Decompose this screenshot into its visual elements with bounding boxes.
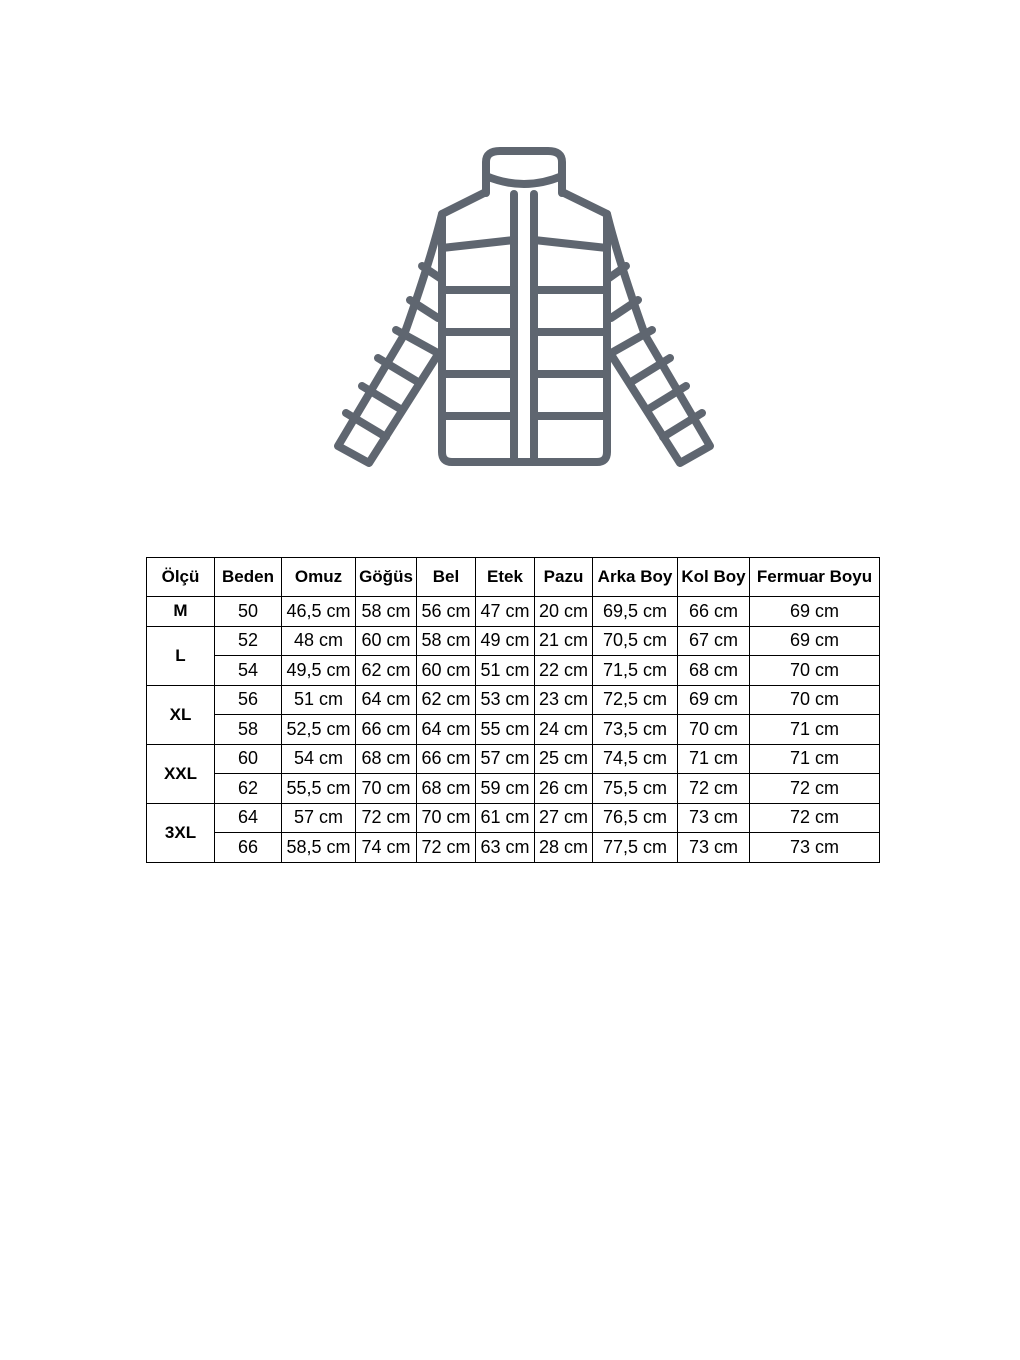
table-cell: 74,5 cm xyxy=(593,744,678,774)
table-cell: 66 cm xyxy=(417,744,476,774)
table-cell: 64 xyxy=(215,803,282,833)
header-fermuar-boyu: Fermuar Boyu xyxy=(750,558,880,597)
table-cell: 77,5 cm xyxy=(593,833,678,863)
table-cell: 20 cm xyxy=(535,597,593,627)
table-cell: 28 cm xyxy=(535,833,593,863)
table-cell: 68 cm xyxy=(417,774,476,804)
table-cell: 66 cm xyxy=(678,597,750,627)
table-cell: 63 cm xyxy=(476,833,535,863)
table-row xyxy=(147,685,880,715)
table-cell: 52,5 cm xyxy=(282,715,356,745)
size-table-body xyxy=(147,597,880,863)
table-cell: 60 cm xyxy=(417,656,476,686)
size-label-cell: L xyxy=(147,626,215,685)
table-cell: 25 cm xyxy=(535,744,593,774)
size-label-cell: 3XL xyxy=(147,803,215,862)
table-cell: 58 xyxy=(215,715,282,745)
table-cell: 73 cm xyxy=(678,833,750,863)
size-label-cell: XXL xyxy=(147,744,215,803)
table-cell: 72,5 cm xyxy=(593,685,678,715)
table-cell: 23 cm xyxy=(535,685,593,715)
table-cell: 73,5 cm xyxy=(593,715,678,745)
table-cell: 72 cm xyxy=(417,833,476,863)
table-cell: 54 cm xyxy=(282,744,356,774)
table-cell: 56 xyxy=(215,685,282,715)
table-cell: 70 cm xyxy=(750,656,880,686)
table-cell: 46,5 cm xyxy=(282,597,356,627)
table-cell: 57 cm xyxy=(476,744,535,774)
table-cell: 58 cm xyxy=(356,597,417,627)
puffer-jacket-icon xyxy=(326,144,720,474)
table-cell: 21 cm xyxy=(535,626,593,656)
table-cell: 22 cm xyxy=(535,656,593,686)
table-cell: 66 cm xyxy=(356,715,417,745)
table-cell: 73 cm xyxy=(750,833,880,863)
table-cell: 70 cm xyxy=(356,774,417,804)
table-cell: 59 cm xyxy=(476,774,535,804)
table-cell: 58 cm xyxy=(417,626,476,656)
table-cell: 47 cm xyxy=(476,597,535,627)
table-cell: 72 cm xyxy=(750,803,880,833)
table-cell: 52 xyxy=(215,626,282,656)
table-cell: 54 xyxy=(215,656,282,686)
header-beden: Beden xyxy=(215,558,282,597)
table-cell: 69,5 cm xyxy=(593,597,678,627)
table-cell: 68 cm xyxy=(356,744,417,774)
table-row xyxy=(147,833,880,863)
table-cell: 26 cm xyxy=(535,774,593,804)
table-cell: 75,5 cm xyxy=(593,774,678,804)
table-row xyxy=(147,803,880,833)
table-cell: 50 xyxy=(215,597,282,627)
table-cell: 64 cm xyxy=(417,715,476,745)
table-cell: 69 cm xyxy=(750,626,880,656)
table-cell: 58,5 cm xyxy=(282,833,356,863)
table-cell: 61 cm xyxy=(476,803,535,833)
table-row xyxy=(147,715,880,745)
table-cell: 70 cm xyxy=(750,685,880,715)
table-cell: 70 cm xyxy=(678,715,750,745)
table-cell: 60 xyxy=(215,744,282,774)
table-cell: 24 cm xyxy=(535,715,593,745)
header-pazu: Pazu xyxy=(535,558,593,597)
table-cell: 69 cm xyxy=(678,685,750,715)
table-cell: 71 cm xyxy=(750,715,880,745)
header-etek: Etek xyxy=(476,558,535,597)
table-cell: 56 cm xyxy=(417,597,476,627)
table-cell: 62 cm xyxy=(356,656,417,686)
table-cell: 55,5 cm xyxy=(282,774,356,804)
table-cell: 73 cm xyxy=(678,803,750,833)
header-arka-boy: Arka Boy xyxy=(593,558,678,597)
table-cell: 27 cm xyxy=(535,803,593,833)
table-cell: 62 xyxy=(215,774,282,804)
table-cell: 49 cm xyxy=(476,626,535,656)
table-cell: 62 cm xyxy=(417,685,476,715)
table-cell: 74 cm xyxy=(356,833,417,863)
table-cell: 72 cm xyxy=(356,803,417,833)
table-cell: 49,5 cm xyxy=(282,656,356,686)
header-olcu: Ölçü xyxy=(147,558,215,597)
header-omuz: Omuz xyxy=(282,558,356,597)
table-cell: 69 cm xyxy=(750,597,880,627)
table-cell: 71,5 cm xyxy=(593,656,678,686)
table-cell: 57 cm xyxy=(282,803,356,833)
table-cell: 71 cm xyxy=(750,744,880,774)
size-label-cell: XL xyxy=(147,685,215,744)
table-cell: 51 cm xyxy=(476,656,535,686)
table-row xyxy=(147,744,880,774)
table-cell: 71 cm xyxy=(678,744,750,774)
table-row xyxy=(147,774,880,804)
table-cell: 55 cm xyxy=(476,715,535,745)
table-cell: 72 cm xyxy=(678,774,750,804)
table-cell: 68 cm xyxy=(678,656,750,686)
header-row xyxy=(147,558,880,597)
table-cell: 53 cm xyxy=(476,685,535,715)
table-cell: 76,5 cm xyxy=(593,803,678,833)
size-label-cell: M xyxy=(147,597,215,627)
table-cell: 64 cm xyxy=(356,685,417,715)
table-cell: 70,5 cm xyxy=(593,626,678,656)
table-row xyxy=(147,626,880,656)
table-cell: 48 cm xyxy=(282,626,356,656)
header-kol-boy: Kol Boy xyxy=(678,558,750,597)
table-cell: 60 cm xyxy=(356,626,417,656)
table-cell: 67 cm xyxy=(678,626,750,656)
table-row xyxy=(147,656,880,686)
header-gogus: Göğüs xyxy=(356,558,417,597)
table-row xyxy=(147,597,880,627)
table-cell: 51 cm xyxy=(282,685,356,715)
table-cell: 70 cm xyxy=(417,803,476,833)
header-bel: Bel xyxy=(417,558,476,597)
size-chart-table xyxy=(146,557,880,863)
table-cell: 66 xyxy=(215,833,282,863)
table-cell: 72 cm xyxy=(750,774,880,804)
